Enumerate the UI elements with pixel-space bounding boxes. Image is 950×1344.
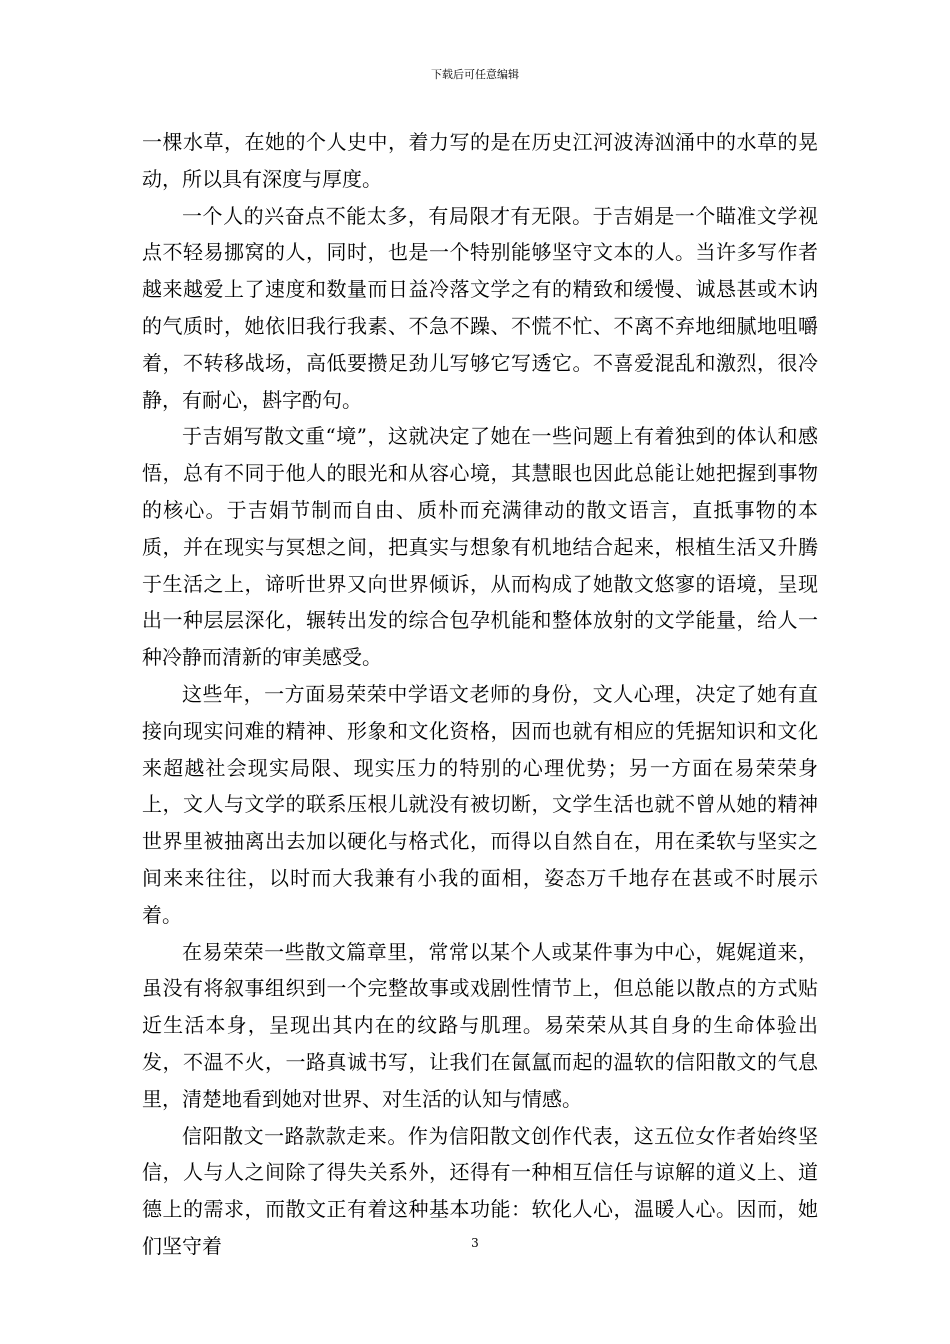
paragraph-2: 一个人的兴奋点不能太多，有局限才有无限。于吉娟是一个瞄准文学视点不轻易挪窝的人，同时，也是一个特别能够坚守文本的人。当许多写作者越来越爱上了速度和数量而日益冷落文学之有的精致和缓慢、诚恳甚或木讷的气质时，她依旧我行我素、不急不躁、不慌不忙、不离不弃地细腻地咀嚼着，不转移战场，高低要攒足劲儿写够它写透它。不喜爱混乱和激烈，很冷静，有耐心，斟字酌句。 xyxy=(142,203,818,412)
paragraph-6: 信阳散文一路款款走来。作为信阳散文创作代表，这五位女作者始终坚信，人与人之间除了得失关系外，还得有一种相互信任与谅解的道义上、道德上的需求，而散文正有着这种基本功能：软化人心，温暖人心。因而，她们坚守着 xyxy=(142,1123,818,1258)
paragraph-3: 于吉娟写散文重“境”，这就决定了她在一些问题上有着独到的体认和感悟，总有不同于他人的眼光和从容心境，其慧眼也因此总能让她把握到事物的核心。于吉娟节制而自由、质朴而充满律动的散文语言，直抵事物的本质，并在现实与冥想之间，把真实与想象有机地结合起来，根植生活又升腾于生活之上，谛听世界又向世界倾诉，从而构成了她散文悠寥的语境，呈现出一种层层深化，辗转出发的综合包孕机能和整体放射的文学能量，给人一种冷静而清新的审美感受。 xyxy=(142,424,818,670)
paragraph-5: 在易荣荣一些散文篇章里，常常以某个人或某件事为中心，娓娓道来，虽没有将叙事组织到一个完整故事或戏剧性情节上，但总能以散点的方式贴近生活本身，呈现出其内在的纹路与肌理。易荣荣从其自身的生命体验出发，不温不火，一路真诚书写，让我们在氤氲而起的温软的信阳散文的气息里，清楚地看到她对世界、对生活的认知与情感。 xyxy=(142,939,818,1111)
paragraph-1: 一棵水草，在她的个人史中，着力写的是在历史江河波涛汹涌中的水草的晃动，所以具有深度与厚度。 xyxy=(142,130,818,191)
page-header: 下载后可任意编辑 xyxy=(431,68,519,81)
document-body xyxy=(142,124,818,1265)
paragraph-4: 这些年，一方面易荣荣中学语文老师的身份，文人心理，决定了她有直接向现实问难的精神、形象和文化资格，因而也就有相应的凭据知识和文化来超越社会现实局限、现实压力的特别的心理优势；另一方面在易荣荣身上，文人与文学的联系压根儿就没有被切断，文学生活也就不曾从她的精神世界里被抽离出去加以硬化与格式化，而得以自然自在，用在柔软与坚实之间来来往往，以时而大我兼有小我的面相，姿态万千地存在甚或不时展示着。 xyxy=(142,681,818,927)
page-number: 3 xyxy=(471,1236,479,1250)
